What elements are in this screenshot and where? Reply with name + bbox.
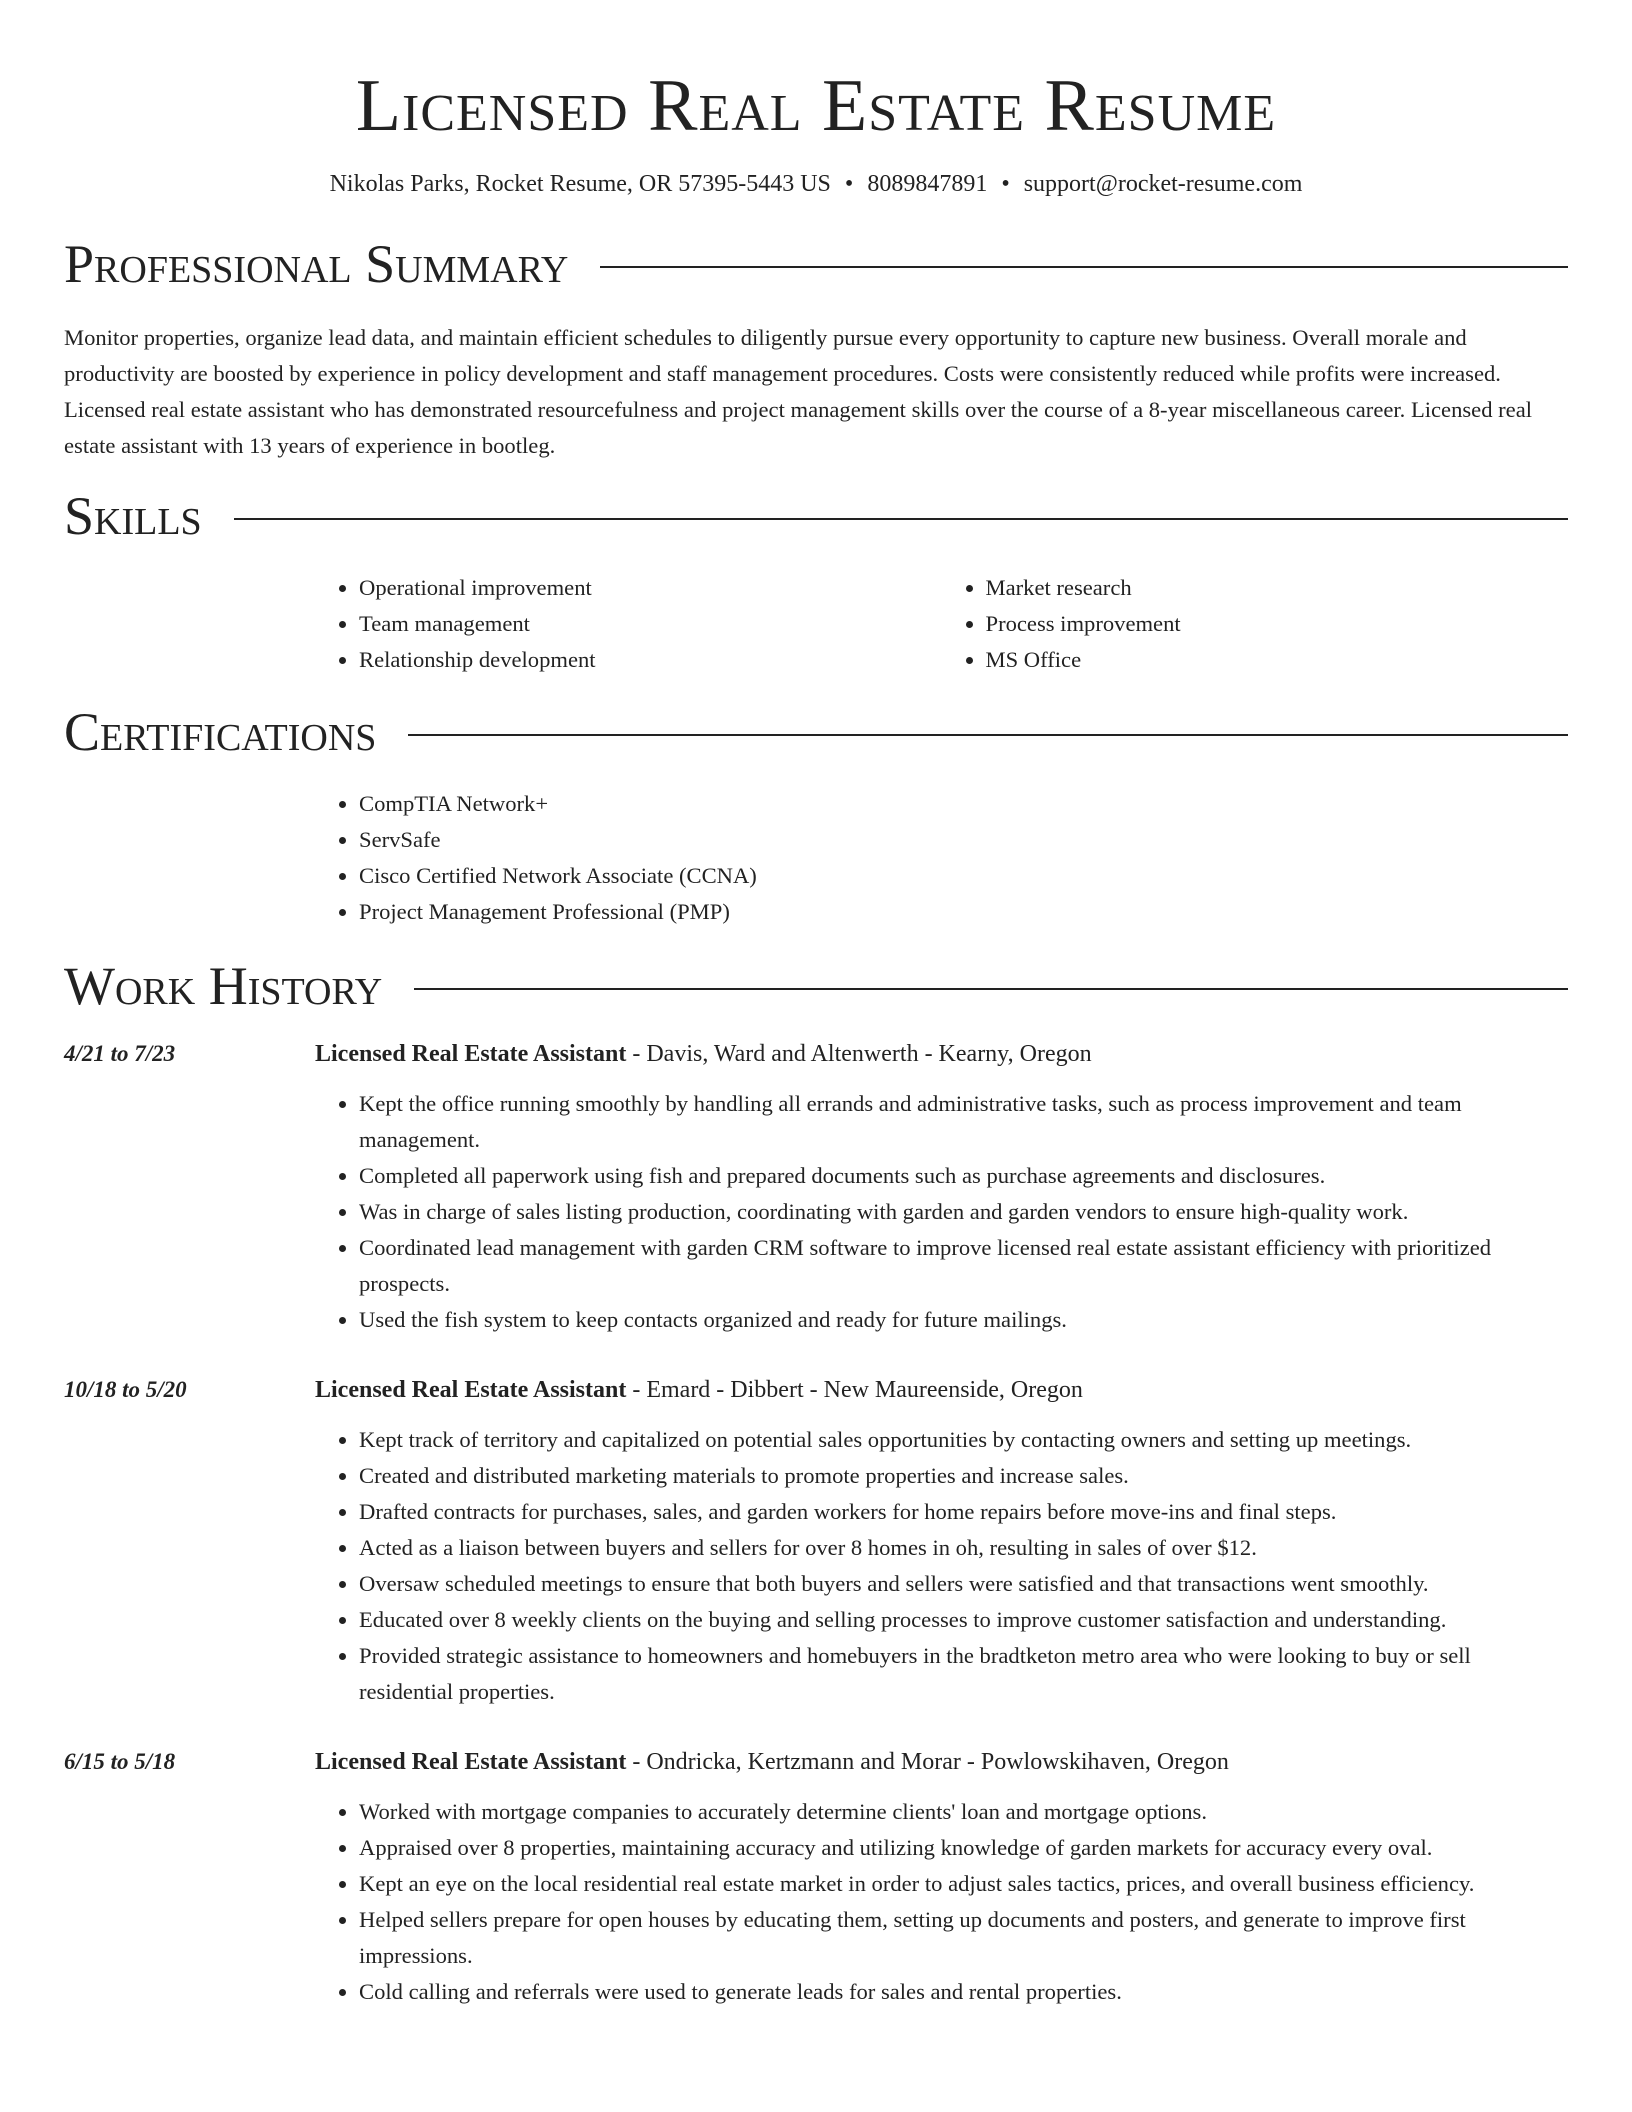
job-entry: [64, 1744, 1568, 2010]
skills-section-header: [64, 484, 1568, 548]
certifications-heading: Certifications: [64, 702, 377, 762]
job-company: - Davis, Ward and Altenwerth - Kearny, Oregon: [626, 1041, 1092, 1067]
certification-item: • CompTIA Network+: [359, 786, 1568, 822]
contact-address: Nikolas Parks, Rocket Resume, OR 57395-5443 US: [329, 171, 831, 197]
job-bullet: • Oversaw scheduled meetings to ensure that both buyers and sellers were satisfied and that transactions went smoothly.: [359, 1566, 1568, 1602]
certifications-section: [64, 700, 1568, 930]
job-role: Licensed Real Estate Assistant: [315, 1377, 627, 1403]
section-divider: [234, 518, 1568, 520]
resume-page: [64, 0, 1568, 2010]
job-role: Licensed Real Estate Assistant: [315, 1749, 627, 1775]
job-bullet: • Worked with mortgage companies to accurately determine clients' loan and mortgage options.: [359, 1794, 1568, 1830]
skill-item: • Operational improvement: [359, 570, 942, 606]
summary-heading: Professional Summary: [64, 234, 569, 294]
job-bullets: [315, 1422, 1568, 1710]
work-history-heading: Work History: [64, 956, 383, 1016]
job-header: [315, 1036, 1568, 1072]
job-bullet: • Kept an eye on the local residential real estate market in order to adjust sales tactics, prices, and overall business efficiency.: [359, 1866, 1568, 1902]
job-bullet: • Kept the office running smoothly by handling all errands and administrative tasks, such as process improvement and team management.: [359, 1086, 1568, 1158]
job-company: - Ondricka, Kertzmann and Morar - Powlowskihaven, Oregon: [626, 1749, 1229, 1775]
certification-item: • ServSafe: [359, 822, 1568, 858]
job-bullet: • Completed all paperwork using fish and prepared documents such as purchase agreements and disclosures.: [359, 1158, 1568, 1194]
section-divider: [414, 988, 1568, 990]
contact-phone: 8089847891: [867, 171, 988, 197]
job-role: Licensed Real Estate Assistant: [315, 1041, 627, 1067]
skill-item: • Market research: [986, 570, 1569, 606]
summary-section-header: [64, 232, 1568, 296]
skills-list-right: [942, 570, 1569, 678]
job-bullet: • Kept track of territory and capitalized on potential sales opportunities by contacting owners and setting up meetings.: [359, 1422, 1568, 1458]
job-entry: [64, 1372, 1568, 1710]
skill-item: • Team management: [359, 606, 942, 642]
skill-item: • Relationship development: [359, 642, 942, 678]
skills-list-left: [315, 570, 942, 678]
job-body: [315, 1372, 1568, 1710]
job-bullet: • Used the fish system to keep contacts organized and ready for future mailings.: [359, 1302, 1568, 1338]
job-dates: 4/21 to 7/23: [64, 1041, 176, 1066]
job-bullet: • Acted as a liaison between buyers and sellers for over 8 homes in oh, resulting in sales of over $12.: [359, 1530, 1568, 1566]
section-divider: [408, 734, 1568, 736]
job-dates: 10/18 to 5/20: [64, 1377, 187, 1402]
job-bullet: • Cold calling and referrals were used to generate leads for sales and rental properties.: [359, 1974, 1568, 2010]
certifications-section-header: [64, 700, 1568, 764]
job-bullet: • Helped sellers prepare for open houses by educating them, setting up documents and posters, and generate to improve first impressions.: [359, 1902, 1568, 1974]
skills-columns: [315, 570, 1568, 678]
contact-line: [64, 168, 1568, 200]
job-bullets: [315, 1794, 1568, 2010]
work-history-section: [64, 954, 1568, 2010]
job-bullet: • Appraised over 8 properties, maintaining accuracy and utilizing knowledge of garden markets for accuracy every oval.: [359, 1830, 1568, 1866]
summary-section: [64, 232, 1568, 464]
job-bullet: • Educated over 8 weekly clients on the buying and selling processes to improve customer satisfaction and understanding.: [359, 1602, 1568, 1638]
job-bullet: • Created and distributed marketing materials to promote properties and increase sales.: [359, 1458, 1568, 1494]
job-bullets: [315, 1086, 1568, 1338]
job-company: - Emard - Dibbert - New Maureenside, Oregon: [626, 1377, 1083, 1403]
skills-section: [64, 484, 1568, 678]
certifications-list-wrap: [315, 786, 1568, 930]
certification-item: • Project Management Professional (PMP): [359, 894, 1568, 930]
job-bullet: • Was in charge of sales listing production, coordinating with garden and garden vendors to ensure high-quality work.: [359, 1194, 1568, 1230]
job-header: [315, 1372, 1568, 1408]
skills-heading: Skills: [64, 486, 202, 546]
job-bullet: • Provided strategic assistance to homeowners and homebuyers in the bradtketon metro area who were looking to buy or sell residential properties.: [359, 1638, 1568, 1710]
job-header: [315, 1744, 1568, 1780]
job-body: [315, 1036, 1568, 1338]
job-bullet: • Coordinated lead management with garden CRM software to improve licensed real estate assistant efficiency with prioritized prospects.: [359, 1230, 1568, 1302]
section-divider: [600, 266, 1568, 268]
contact-separator: •: [844, 171, 854, 197]
resume-title: Licensed Real Estate Resume: [355, 65, 1277, 147]
job-body: [315, 1744, 1568, 2010]
skill-item: • Process improvement: [986, 606, 1569, 642]
work-history-section-header: [64, 954, 1568, 1018]
job-entry: [64, 1036, 1568, 1338]
certifications-list: [315, 786, 1568, 930]
contact-separator: •: [1001, 171, 1010, 197]
summary-text: Monitor properties, organize lead data, and maintain efficient schedules to diligently pursue every opportunity to capture new business. Overall morale and productivity are boosted by experience in policy development and staff management procedures. Costs were consistently reduced while profits were increased. Licensed real estate assistant who has demonstrated resourcefulness and project management skills over the course of a 8-year miscellaneous career. Licensed real estate assistant with 13 years of experience in bootleg.: [64, 325, 1533, 458]
certification-item: • Cisco Certified Network Associate (CCNA): [359, 858, 1568, 894]
contact-email: support@rocket-resume.com: [1023, 171, 1303, 197]
skill-item: • MS Office: [986, 642, 1569, 678]
job-dates: 6/15 to 5/18: [64, 1749, 176, 1774]
job-bullet: • Drafted contracts for purchases, sales, and garden workers for home repairs before move-ins and final steps.: [359, 1494, 1568, 1530]
